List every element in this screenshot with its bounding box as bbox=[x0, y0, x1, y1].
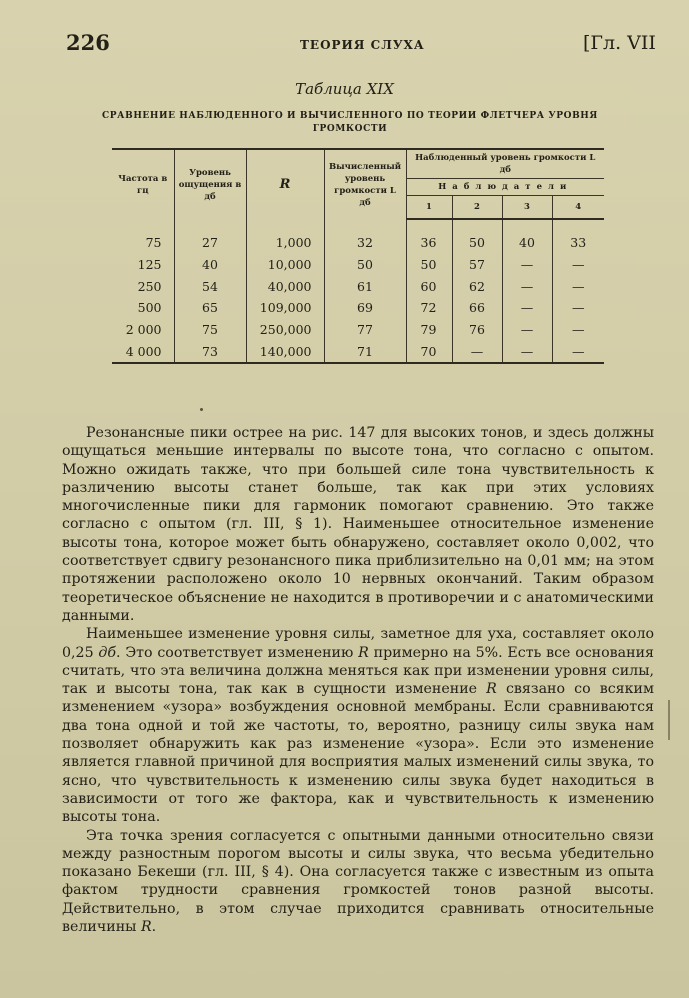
table-cell: 75 bbox=[145, 234, 162, 250]
table-cell: 109,000 bbox=[246, 297, 324, 319]
paragraph-3: Эта точка зрения согласуется с опытными данными относительно связи между разностным порогом высоты и силы звука, что весьма убедительно показано Бекеши (гл. III, § 4). Она согласуется также с известным из опыта фактом трудности сравнения громкостей тонов разной высоты. Действительно, в этом случае приходится сравнивать относительные величины R. bbox=[62, 827, 654, 936]
body-text bbox=[62, 424, 654, 936]
table-cell: 72 bbox=[406, 297, 452, 319]
header-r: R bbox=[246, 149, 324, 219]
table-cell: 140,000 bbox=[246, 340, 324, 363]
table-cell: — bbox=[452, 340, 502, 363]
header-observers: Наблюдатели bbox=[406, 179, 604, 196]
table-cell: 77 bbox=[324, 319, 406, 341]
table-cell: 66 bbox=[452, 297, 502, 319]
table-cell: — bbox=[552, 340, 604, 363]
table-cell: 50 bbox=[406, 254, 452, 276]
paragraph-1: Резонансные пики острее на рис. 147 для высоких тонов, и здесь должны ощущаться меньшие интервалы по высоте тона, что согласно с опытом. Можно ожидать также, что при большей силе тона чувствительность к различению высоты станет больше, так как при этих условиях многочисленные пики для гармоник помогают сравнению. Это также согласно с опытом (гл. III, § 1). Наименьшее относительное изменение высоты тона, которое может быть обнаружено, составляет около 0,002, что соответствует сдвигу резонансного пика приблизительно на 0,01 мм; на этом протяжении расположено около 10 нервных окончаний. Таким образом теоретическое объяснение не находится в противоречии и с анатомическими данными. bbox=[62, 425, 654, 624]
table-cell: — bbox=[552, 254, 604, 276]
table-cell: 36 bbox=[406, 219, 452, 254]
table-cell: 73 bbox=[174, 340, 246, 363]
table-cell: 69 bbox=[324, 297, 406, 319]
header-sensation-level: Уровень ощущения в дб bbox=[174, 149, 246, 219]
table-cell: — bbox=[502, 319, 552, 341]
header-computed-level: Вычисленный уровень громкости L дб bbox=[324, 149, 406, 219]
table-cell: 33 bbox=[552, 219, 604, 254]
table-caption: Таблица XIX bbox=[295, 80, 394, 98]
table-cell: 10,000 bbox=[246, 254, 324, 276]
table-cell: 250 bbox=[137, 278, 162, 294]
table-cell: 71 bbox=[324, 340, 406, 363]
table-row bbox=[112, 254, 604, 276]
page-number: 226 bbox=[66, 30, 110, 55]
table-cell: 62 bbox=[452, 275, 502, 297]
table-cell: 57 bbox=[452, 254, 502, 276]
table-cell: — bbox=[552, 319, 604, 341]
table-cell: 60 bbox=[406, 275, 452, 297]
header-observer-3: 3 bbox=[502, 196, 552, 220]
table-cell: — bbox=[552, 297, 604, 319]
table-cell: 61 bbox=[324, 275, 406, 297]
table-cell: 27 bbox=[174, 219, 246, 254]
table-row bbox=[112, 275, 604, 297]
table-cell: 2 000 bbox=[125, 322, 162, 338]
table-cell: 50 bbox=[324, 254, 406, 276]
data-table bbox=[112, 148, 604, 364]
header-observed-level: Наблюденный уровень громкости L дб bbox=[406, 149, 604, 179]
table-cell: 75 bbox=[174, 319, 246, 341]
chapter-marker: [Гл. VII bbox=[583, 32, 656, 54]
table-title: СРАВНЕНИЕ НАБЛЮДЕННОГО И ВЫЧИСЛЕННОГО ПО ТЕОРИИ ФЛЕТЧЕРА УРОВНЯ ГРОМКОСТИ bbox=[102, 111, 598, 134]
table-cell: 500 bbox=[137, 300, 162, 316]
table-cell: — bbox=[502, 297, 552, 319]
table-cell: 54 bbox=[174, 275, 246, 297]
table-cell: — bbox=[502, 340, 552, 363]
table-row bbox=[112, 340, 604, 363]
table-cell: 40,000 bbox=[246, 275, 324, 297]
table-row bbox=[112, 297, 604, 319]
paragraph-2: Наименьшее изменение уровня силы, заметное для уха, составляет около 0,25 дб. Это соответствует изменению R примерно на 5%. Есть все основания считать, что эта величина должна меняться как при изменении уровня силы, так и высоты тона, так как в сущности изменение R связано со всяким изменением «узора» возбуждения основной мембраны. Если сравниваются два тона одной и той же частоты, то, вероятно, разницу силы звука нам позволяет обнаружить как раз изменение «узора». Если это изменение является главной причиной для восприятия малых изменений силы звука, то ясно, что чувствительность к изменению силы звука будет находиться в зависимости от того же фактора, как и чувствительность к изменению высоты тона. bbox=[62, 626, 654, 826]
table-cell: — bbox=[552, 275, 604, 297]
table-row bbox=[112, 319, 604, 341]
header-frequency: Частота в гц bbox=[118, 173, 168, 196]
table-cell: 40 bbox=[174, 254, 246, 276]
table-row bbox=[112, 219, 604, 254]
table-cell: 50 bbox=[452, 219, 502, 254]
running-title: ТЕОРИЯ СЛУХА bbox=[300, 38, 425, 52]
table-cell: 1,000 bbox=[246, 219, 324, 254]
header-observer-1: 1 bbox=[406, 196, 452, 220]
table-cell: 79 bbox=[406, 319, 452, 341]
margin-mark bbox=[668, 700, 670, 740]
header-observer-2: 2 bbox=[452, 196, 502, 220]
table-cell: — bbox=[502, 275, 552, 297]
table-cell: 32 bbox=[324, 219, 406, 254]
print-speck bbox=[200, 408, 203, 411]
table-cell: 76 bbox=[452, 319, 502, 341]
table-cell: 125 bbox=[137, 257, 162, 273]
table-cell: — bbox=[502, 254, 552, 276]
table-cell: 70 bbox=[406, 340, 452, 363]
header-observer-4: 4 bbox=[552, 196, 604, 220]
table-cell: 250,000 bbox=[246, 319, 324, 341]
table-body bbox=[112, 219, 604, 363]
page-header bbox=[0, 28, 689, 58]
table-cell: 4 000 bbox=[125, 343, 162, 359]
table-cell: 40 bbox=[502, 219, 552, 254]
table-cell: 65 bbox=[174, 297, 246, 319]
